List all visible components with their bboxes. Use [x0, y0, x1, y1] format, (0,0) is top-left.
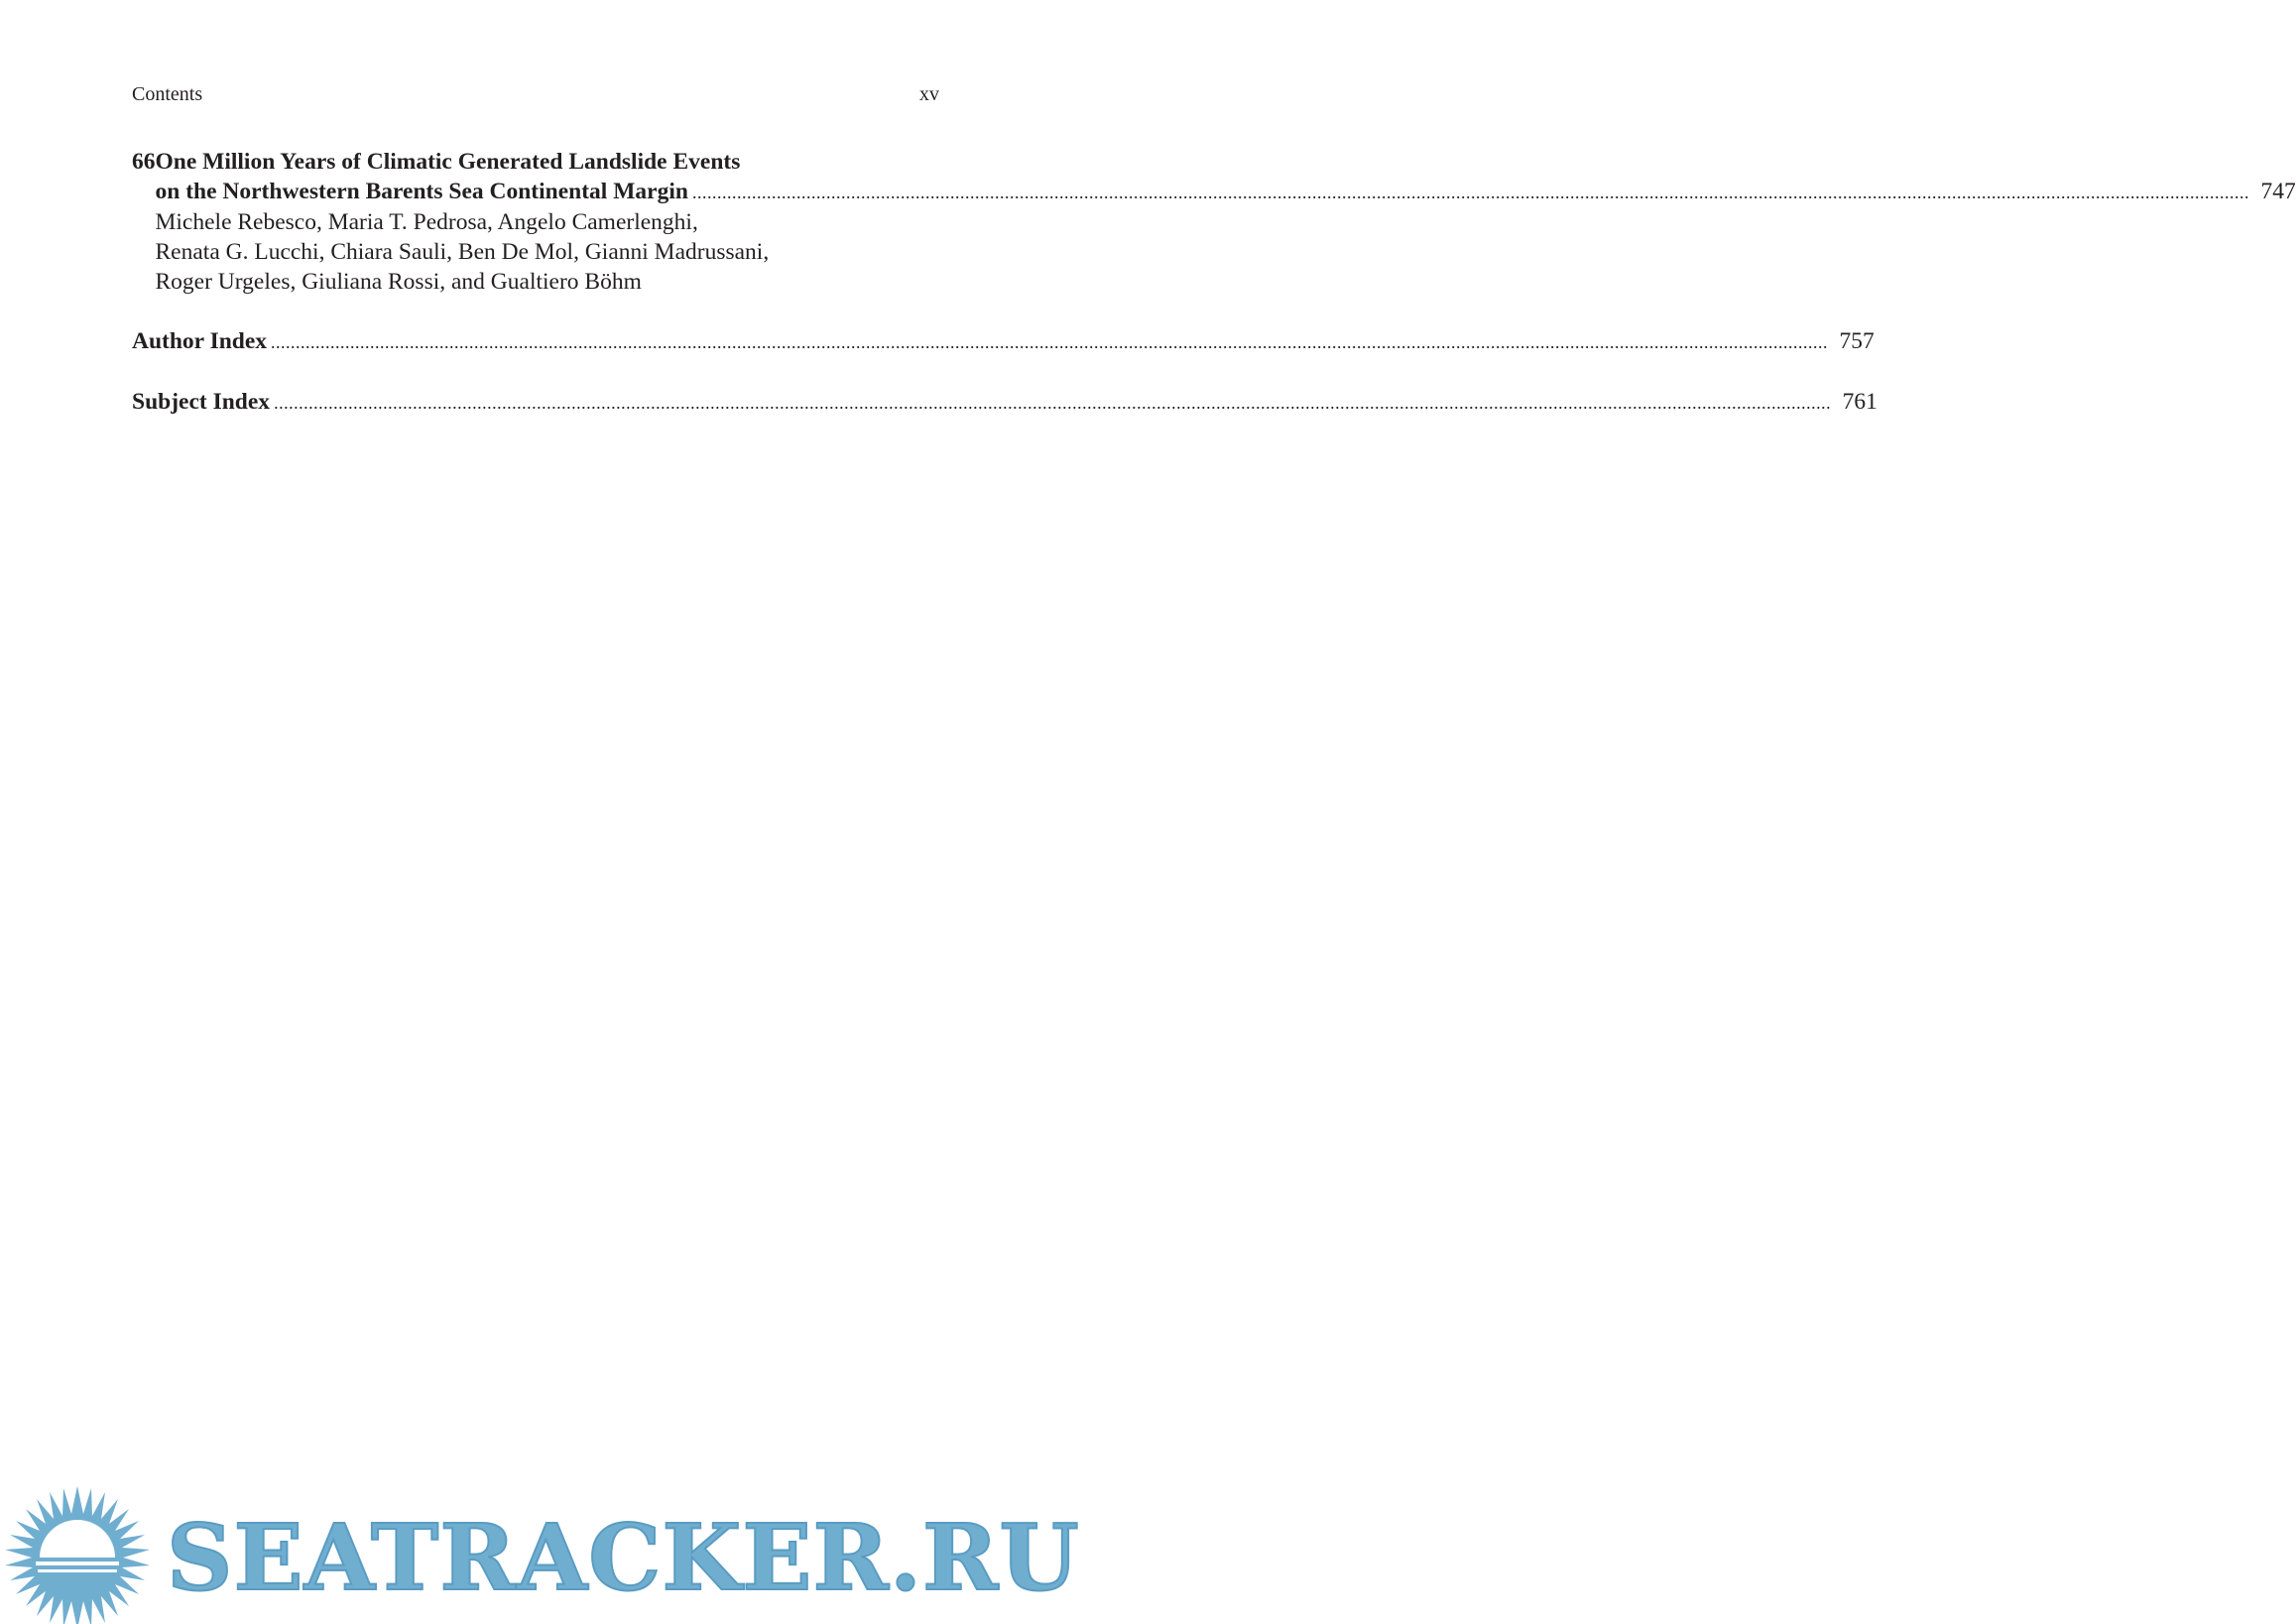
chapter-authors-line-3: Roger Urgeles, Giuliana Rossi, and Gualtiero Böhm — [155, 269, 642, 295]
chapter-body — [156, 147, 2296, 297]
chapter-page: 747 — [2260, 179, 2296, 204]
subject-index-label: Subject Index — [132, 389, 271, 415]
chapter-number: 66 — [132, 149, 156, 175]
toc-entry-subject-index — [132, 387, 1877, 418]
toc-entry-chapter — [132, 147, 2296, 297]
table-of-contents — [132, 147, 2296, 418]
author-index-page: 757 — [1839, 328, 1874, 354]
dot-leader — [274, 388, 1829, 418]
chapter-title-leader-line — [156, 177, 2296, 207]
subject-index-page: 761 — [1842, 389, 1877, 415]
toc-entry-author-index — [132, 326, 1874, 357]
watermark-text: SEATRACKER.RU — [167, 1504, 1080, 1611]
dot-leader — [692, 178, 2247, 207]
chapter-authors-line-1: Michele Rebesco, Maria T. Pedrosa, Angelo Camerlenghi, — [155, 209, 698, 235]
dot-leader — [271, 327, 1826, 357]
running-head-title: Contents — [132, 83, 203, 105]
chapter-title-line-2: on the Northwestern Barents Sea Continental Margin — [155, 179, 688, 204]
page-number: xv — [919, 83, 939, 105]
chapter-authors-line-2: Renata G. Lucchi, Chiara Sauli, Ben De Mol, Gianni Madrussani, — [155, 239, 770, 265]
chapter-title-line-1: One Million Years of Climatic Generated Landslide Events — [155, 149, 741, 175]
author-index-label: Author Index — [132, 328, 268, 354]
running-head — [132, 83, 939, 106]
